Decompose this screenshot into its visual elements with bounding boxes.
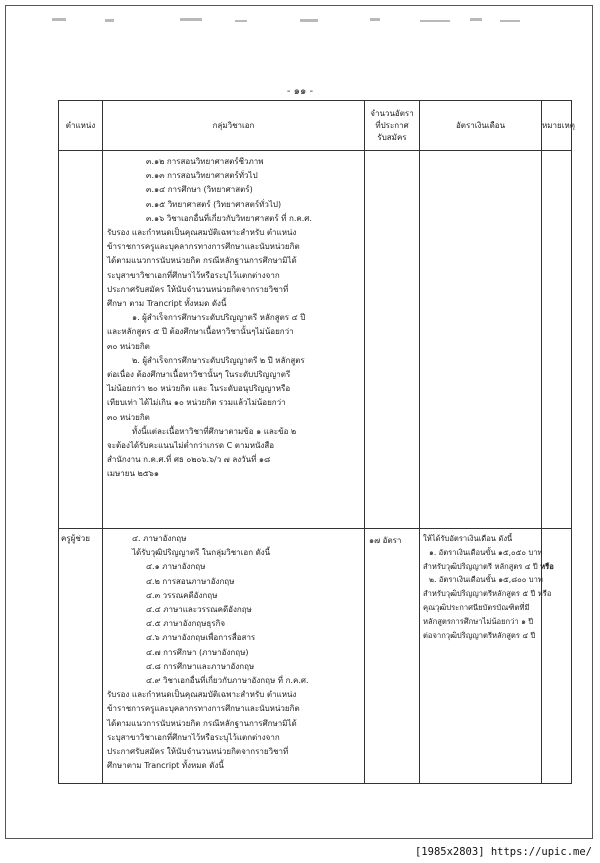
salary-line: หลักสูตรการศึกษาไม่น้อยกว่า ๑ ปี [423,616,534,626]
text-line: ศึกษา ตาม Trancript ทั้งหมด ดังนี้ [107,299,227,309]
text-line: สำนักงาน ก.ค.ศ.ที่ ศธ ๐๒๐๖.๖/ว ๗ ลงวันที่ ๑๘ [107,455,271,465]
header-quota-line2: ที่ประกาศ [375,120,409,130]
header-quota [365,101,420,151]
text-line: ได้ตามแนวการนับหน่วยกิต กรณีหลักฐานการศึกษามิได้ [107,256,297,266]
salary-line: สำหรับวุฒิปริญญาตรีหลักสูตร ๕ ปี หรือ [423,589,552,599]
text-line: ๓๐ หน่วยกิต [107,341,150,351]
row1-subject-text [103,151,364,482]
row2-subject-text [103,529,364,773]
text-line: ได้ตามแนวการนับหน่วยกิต กรณีหลักฐานการศึกษามิได้ [107,718,297,728]
recruitment-table [58,100,575,784]
header-salary: อัตราเงินเดือน [420,101,542,151]
text-line: ได้รับวุฒิปริญญาตรี ในกลุ่มวิชาเอก ดังนี้ [132,548,271,558]
text-line: ระบุสาขาวิชาเอกที่ศึกษาไว้หรือระบุไว้แตกต่างจาก [107,732,280,742]
row1-position-cell [59,151,103,529]
text-line: ทั้งนี้แต่ละเนื้อหาวิชาที่ศึกษาตามข้อ ๑ และข้อ ๒ [132,426,297,436]
text-line: ๔.๙ วิชาเอกอื่นที่เกี่ยวกับภาษาอังกฤษ ที่ ก.ค.ศ. [146,676,309,686]
salary-text [420,529,554,642]
scan-noise-marks [0,8,600,38]
row1-quota-cell [365,151,420,529]
text-line: ระบุสาขาวิชาเอกที่ศึกษาไว้หรือระบุไว้แตกต่างจาก [107,270,280,280]
header-position: ตำแหน่ง [59,101,103,151]
quota-value: ๑๗ อัตรา [369,536,402,545]
row2-salary-cell [420,529,554,784]
row1-subject-cell [103,151,365,529]
salary-line [423,560,554,574]
text-line: ๔.๓ วรรณคดีอังกฤษ [146,590,218,600]
text-line: ๒. ผู้สำเร็จการศึกษาระดับปริญญาตรี ๒ ปี หลักสูตร [132,355,305,365]
salary-line: คุณวุฒิประกาศนียบัตรบัณฑิตที่มี [423,602,530,612]
table-row [59,529,572,784]
header-quota-line1: จำนวนอัตรา [370,108,414,118]
text-line: ๓.๑๔ การศึกษา (วิทยาศาสตร์) [146,185,253,195]
header-subject-group: กลุ่มวิชาเอก [103,101,365,151]
text-line: รับรอง และกำหนดเป็นคุณสมบัติเฉพาะสำหรับ ตำแหน่ง [107,228,297,238]
text-line: ๔.๑ ภาษาอังกฤษ [146,562,206,572]
row1-note-cell [542,151,572,529]
text-line: และหลักสูตร ๕ ปี ต้องศึกษาเนื้อหาวิชานั้นๆไม่น้อยกว่า [107,327,294,337]
row1-salary-cell [420,151,542,529]
text-line: ๔.๕ ภาษาอังกฤษธุรกิจ [146,619,226,629]
text-line: ต่อเนื่อง ต้องศึกษาเนื้อหาวิชานั้นๆ ในระดับปริญญาตรี [107,370,291,380]
text-line: เมษายน ๒๕๖๑ [107,469,159,479]
table-header-row [59,101,572,151]
table-row [59,151,572,529]
text-line: ไม่น้อยกว่า ๒๐ หน่วยกิต และ ในระดับอนุปริญญาหรือ [107,384,291,394]
text-line: ๑. ผู้สำเร็จการศึกษาระดับปริญญาตรี หลักสูตร ๔ ปี [132,313,306,323]
header-note: หมายเหตุ [542,101,572,151]
row2-quota-cell [365,529,420,784]
salary-line: ๑. อัตราเงินเดือนขั้น ๑๕,๐๕๐ บาท [429,547,543,557]
text-line: ๓๐ หน่วยกิต [107,412,150,422]
salary-line: ให้ได้รับอัตราเงินเดือน ดังนี้ [423,534,513,543]
image-size-watermark: [1985x2803] https://upic.me/ [400,843,596,861]
text-line: จะต้องได้รับคะแนนไม่ต่ำกว่าเกรด C ตามหนังสือ [107,441,275,451]
text-line: ๔.๔ ภาษาและวรรณคดีอังกฤษ [146,605,252,615]
text-line: ๓.๑๓ การสอนวิทยาศาสตร์ทั่วไป [146,171,258,181]
position-title: ครูผู้ช่วย [61,534,90,543]
text-line: ศึกษาตาม Trancript ทั้งหมด ดังนี้ [107,761,224,771]
text-line: ๓.๑๒ การสอนวิทยาศาสตร์ชีวภาพ [146,157,264,166]
text-line: ๓.๑๖ วิชาเอกอื่นที่เกี่ยวกับวิทยาศาสตร์ ที่ ก.ค.ศ. [146,213,312,223]
text-line: ข้าราชการครูและบุคลากรทางการศึกษาและนับหน่วยกิต [107,242,300,252]
text-line: ๔.๖ ภาษาอังกฤษเพื่อการสื่อสาร [146,633,256,643]
text-line: ประกาศรับสมัคร ให้นับจำนวนหน่วยกิตจากรายวิชาที่ [107,284,289,294]
text-line: เทียบเท่า ได้ไม่เกิน ๑๐ หน่วยกิต รวมแล้วไม่น้อยกว่า [107,398,286,408]
text-line: ๔.๘ การศึกษาและภาษาอังกฤษ [146,661,255,671]
text-line: ๔. ภาษาอังกฤษ [132,534,187,543]
row2-subject-cell [103,529,365,784]
salary-or-word: หรือ [540,561,554,571]
header-quota-line3: รับสมัคร [377,132,407,142]
row2-position-cell [59,529,103,784]
salary-line-text: สำหรับวุฒิปริญญาตรี หลักสูตร ๔ ปี [423,561,541,571]
salary-line: ต่อจากวุฒิปริญญาตรีหลักสูตร ๔ ปี [423,630,536,640]
page-number: - ๑๑ - [286,86,314,97]
salary-line: ๒. อัตราเงินเดือนขั้น ๑๕,๘๐๐ บาท [429,575,543,585]
text-line: ประกาศรับสมัคร ให้นับจำนวนหน่วยกิตจากรายวิชาที่ [107,747,289,757]
text-line: ๓.๑๕ วิทยาศาสตร์ (วิทยาศาสตร์ทั่วไป) [146,199,282,209]
text-line: ๔.๒ การสอนภาษาอังกฤษ [146,576,235,586]
text-line: ๔.๗ การศึกษา (ภาษาอังกฤษ) [146,647,249,657]
text-line: ข้าราชการครูและบุคลากรทางการศึกษาและนับหน่วยกิต [107,704,300,714]
text-line: รับรอง และกำหนดเป็นคุณสมบัติเฉพาะสำหรับ ตำแหน่ง [107,690,297,700]
